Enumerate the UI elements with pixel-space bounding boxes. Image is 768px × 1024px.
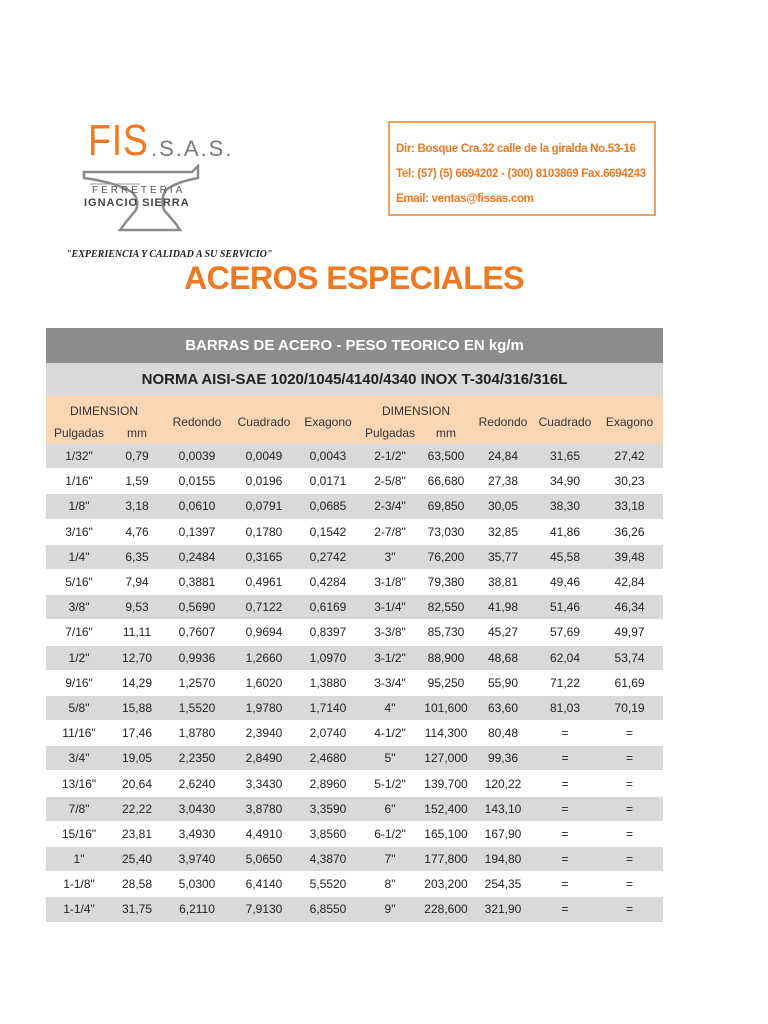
cell-mm-right: 82,550 (420, 595, 472, 620)
cell-cuadrado-left: 1,2660 (232, 645, 296, 670)
cell-mm-right: 79,380 (420, 569, 472, 594)
cell-pulgadas-left: 3/4" (46, 746, 112, 771)
logo-sas-text: .S.A.S. (151, 136, 234, 161)
logo-line1-text: FERRETERIA (92, 185, 186, 196)
cell-exagono-right: = (596, 771, 663, 796)
cell-cuadrado-right: 81,03 (534, 695, 596, 720)
cell-exagono-left: 2,8960 (296, 771, 360, 796)
cell-pulgadas-right: 3-3/8" (360, 620, 420, 645)
table-row (46, 746, 663, 771)
cell-mm-left: 7,94 (112, 569, 162, 594)
cell-exagono-left: 0,1542 (296, 519, 360, 544)
cell-redondo-right: 55,90 (472, 670, 534, 695)
cell-pulgadas-left: 1/8" (46, 494, 112, 519)
cell-exagono-left: 0,2742 (296, 544, 360, 569)
cell-exagono-right: 30,23 (596, 469, 663, 494)
logo-fis-text: FIS (88, 116, 149, 165)
slogan: "EXPERIENCIA Y CALIDAD A SU SERVICIO" (66, 249, 273, 260)
cell-exagono-left: 4,3870 (296, 847, 360, 872)
cell-redondo-left: 6,2110 (162, 897, 232, 922)
cell-cuadrado-left: 5,0650 (232, 847, 296, 872)
cell-cuadrado-left: 0,0049 (232, 444, 296, 469)
cell-redondo-left: 3,4930 (162, 821, 232, 846)
contact-phone: Tel: (57) (5) 6694202 - (300) 8103869 Fax.6694243 (396, 168, 646, 180)
table-header-main: BARRAS DE ACERO - PESO TEORICO EN kg/m (46, 328, 663, 363)
cell-pulgadas-right: 2-1/2" (360, 444, 420, 469)
cell-redondo-left: 0,0610 (162, 494, 232, 519)
cell-cuadrado-right: = (534, 746, 596, 771)
cell-redondo-right: 48,68 (472, 645, 534, 670)
cell-cuadrado-right: = (534, 796, 596, 821)
cell-redondo-left: 1,5520 (162, 695, 232, 720)
cell-exagono-left: 1,0970 (296, 645, 360, 670)
cell-mm-right: 73,030 (420, 519, 472, 544)
cell-exagono-left: 1,3880 (296, 670, 360, 695)
cell-pulgadas-right: 2-7/8" (360, 519, 420, 544)
cell-mm-right: 66,680 (420, 469, 472, 494)
cell-mm-right: 165,100 (420, 821, 472, 846)
cell-cuadrado-right: 34,90 (534, 469, 596, 494)
cell-pulgadas-left: 5/16" (46, 569, 112, 594)
cell-exagono-right: 36,26 (596, 519, 663, 544)
cell-mm-right: 127,000 (420, 746, 472, 771)
table-row (46, 645, 663, 670)
cell-pulgadas-right: 3-1/4" (360, 595, 420, 620)
col-mm-right: mm (420, 422, 472, 444)
cell-exagono-right: = (596, 746, 663, 771)
cell-exagono-left: 0,0171 (296, 469, 360, 494)
cell-cuadrado-right: = (534, 821, 596, 846)
cell-mm-left: 3,18 (112, 494, 162, 519)
cell-redondo-right: 80,48 (472, 721, 534, 746)
cell-redondo-left: 2,6240 (162, 771, 232, 796)
cell-exagono-right: = (596, 821, 663, 846)
col-dimension-left: DIMENSION (46, 396, 162, 422)
cell-exagono-right: = (596, 796, 663, 821)
cell-cuadrado-left: 1,9780 (232, 695, 296, 720)
col-redondo-left: Redondo (162, 396, 232, 444)
cell-exagono-right: 61,69 (596, 670, 663, 695)
cell-redondo-left: 0,9936 (162, 645, 232, 670)
cell-pulgadas-left: 1/32" (46, 444, 112, 469)
cell-exagono-right: = (596, 721, 663, 746)
cell-pulgadas-right: 2-3/4" (360, 494, 420, 519)
cell-mm-left: 28,58 (112, 872, 162, 897)
table-header-norma: NORMA AISI-SAE 1020/1045/4140/4340 INOX T-304/316/316L (46, 363, 663, 396)
cell-redondo-right: 120,22 (472, 771, 534, 796)
cell-redondo-right: 194,80 (472, 847, 534, 872)
table-row (46, 569, 663, 594)
cell-redondo-left: 0,7607 (162, 620, 232, 645)
table-row (46, 595, 663, 620)
cell-mm-right: 69,850 (420, 494, 472, 519)
cell-pulgadas-left: 5/8" (46, 695, 112, 720)
cell-redondo-left: 1,8780 (162, 721, 232, 746)
cell-redondo-left: 0,0155 (162, 469, 232, 494)
cell-exagono-left: 5,5520 (296, 872, 360, 897)
cell-cuadrado-left: 1,6020 (232, 670, 296, 695)
cell-redondo-left: 3,0430 (162, 796, 232, 821)
cell-mm-left: 25,40 (112, 847, 162, 872)
cell-mm-left: 1,59 (112, 469, 162, 494)
cell-cuadrado-left: 0,7122 (232, 595, 296, 620)
cell-redondo-right: 167,90 (472, 821, 534, 846)
table-row (46, 544, 663, 569)
col-pulgadas-left: Pulgadas (46, 422, 112, 444)
cell-redondo-right: 27,38 (472, 469, 534, 494)
cell-exagono-right: 42,84 (596, 569, 663, 594)
cell-redondo-left: 3,9740 (162, 847, 232, 872)
cell-mm-left: 23,81 (112, 821, 162, 846)
cell-exagono-right: 70,19 (596, 695, 663, 720)
cell-mm-left: 9,53 (112, 595, 162, 620)
cell-cuadrado-left: 0,4961 (232, 569, 296, 594)
cell-mm-left: 4,76 (112, 519, 162, 544)
cell-exagono-right: 33,18 (596, 494, 663, 519)
cell-mm-left: 6,35 (112, 544, 162, 569)
cell-pulgadas-right: 8" (360, 872, 420, 897)
cell-cuadrado-right: 45,58 (534, 544, 596, 569)
cell-pulgadas-left: 15/16" (46, 821, 112, 846)
cell-redondo-right: 30,05 (472, 494, 534, 519)
cell-exagono-right: 39,48 (596, 544, 663, 569)
cell-mm-left: 17,46 (112, 721, 162, 746)
cell-pulgadas-right: 4-1/2" (360, 721, 420, 746)
cell-cuadrado-left: 0,9694 (232, 620, 296, 645)
cell-exagono-right: 27,42 (596, 444, 663, 469)
cell-pulgadas-right: 6-1/2" (360, 821, 420, 846)
cell-cuadrado-right: 41,86 (534, 519, 596, 544)
cell-exagono-left: 1,7140 (296, 695, 360, 720)
col-dimension-right: DIMENSION (360, 396, 472, 422)
cell-redondo-right: 254,35 (472, 872, 534, 897)
cell-mm-right: 85,730 (420, 620, 472, 645)
cell-exagono-right: = (596, 872, 663, 897)
table-row (46, 796, 663, 821)
cell-cuadrado-right: 62,04 (534, 645, 596, 670)
cell-mm-right: 63,500 (420, 444, 472, 469)
table-row (46, 670, 663, 695)
cell-pulgadas-left: 1" (46, 847, 112, 872)
cell-pulgadas-left: 13/16" (46, 771, 112, 796)
cell-exagono-right: 53,74 (596, 645, 663, 670)
cell-pulgadas-left: 7/8" (46, 796, 112, 821)
table-row (46, 494, 663, 519)
cell-cuadrado-left: 0,1780 (232, 519, 296, 544)
cell-pulgadas-right: 6" (360, 796, 420, 821)
table-row (46, 847, 663, 872)
table-row (46, 695, 663, 720)
cell-pulgadas-right: 3" (360, 544, 420, 569)
cell-cuadrado-left: 2,3940 (232, 721, 296, 746)
col-exagono-right: Exagono (596, 396, 663, 444)
cell-cuadrado-left: 6,4140 (232, 872, 296, 897)
table-row (46, 469, 663, 494)
cell-cuadrado-right: = (534, 771, 596, 796)
cell-mm-right: 152,400 (420, 796, 472, 821)
table-row (46, 721, 663, 746)
cell-mm-left: 20,64 (112, 771, 162, 796)
cell-redondo-right: 41,98 (472, 595, 534, 620)
cell-pulgadas-right: 5" (360, 746, 420, 771)
table-row (46, 620, 663, 645)
cell-exagono-right: 46,34 (596, 595, 663, 620)
cell-redondo-right: 35,77 (472, 544, 534, 569)
col-redondo-right: Redondo (472, 396, 534, 444)
cell-mm-right: 114,300 (420, 721, 472, 746)
cell-exagono-left: 0,4284 (296, 569, 360, 594)
cell-exagono-right: = (596, 847, 663, 872)
cell-redondo-right: 321,90 (472, 897, 534, 922)
cell-pulgadas-right: 3-1/8" (360, 569, 420, 594)
col-cuadrado-right: Cuadrado (534, 396, 596, 444)
cell-pulgadas-left: 9/16" (46, 670, 112, 695)
cell-cuadrado-left: 3,3430 (232, 771, 296, 796)
cell-cuadrado-right: = (534, 721, 596, 746)
cell-cuadrado-right: = (534, 872, 596, 897)
cell-cuadrado-left: 0,0791 (232, 494, 296, 519)
cell-cuadrado-left: 2,8490 (232, 746, 296, 771)
cell-mm-left: 14,29 (112, 670, 162, 695)
cell-exagono-left: 6,8550 (296, 897, 360, 922)
cell-cuadrado-right: = (534, 847, 596, 872)
cell-pulgadas-left: 1/4" (46, 544, 112, 569)
cell-cuadrado-left: 7,9130 (232, 897, 296, 922)
cell-redondo-left: 1,2570 (162, 670, 232, 695)
page-title: ACEROS ESPECIALES (183, 260, 524, 296)
contact-box (388, 121, 656, 216)
table-row (46, 444, 663, 469)
cell-exagono-left: 3,8560 (296, 821, 360, 846)
table-row (46, 771, 663, 796)
cell-redondo-left: 0,5690 (162, 595, 232, 620)
cell-pulgadas-left: 11/16" (46, 721, 112, 746)
cell-cuadrado-right: 31,65 (534, 444, 596, 469)
cell-cuadrado-left: 0,0196 (232, 469, 296, 494)
col-cuadrado-left: Cuadrado (232, 396, 296, 444)
cell-mm-left: 12,70 (112, 645, 162, 670)
cell-pulgadas-right: 4" (360, 695, 420, 720)
table-body (46, 444, 663, 922)
cell-pulgadas-right: 3-1/2" (360, 645, 420, 670)
cell-cuadrado-left: 4,4910 (232, 821, 296, 846)
cell-exagono-left: 2,4680 (296, 746, 360, 771)
cell-cuadrado-right: 57,69 (534, 620, 596, 645)
cell-redondo-right: 24,84 (472, 444, 534, 469)
cell-mm-left: 0,79 (112, 444, 162, 469)
cell-pulgadas-left: 1-1/4" (46, 897, 112, 922)
cell-mm-left: 19,05 (112, 746, 162, 771)
cell-redondo-right: 143,10 (472, 796, 534, 821)
cell-redondo-left: 5,0300 (162, 872, 232, 897)
cell-cuadrado-right: = (534, 897, 596, 922)
cell-pulgadas-right: 3-3/4" (360, 670, 420, 695)
cell-redondo-left: 0,3881 (162, 569, 232, 594)
cell-mm-right: 228,600 (420, 897, 472, 922)
cell-redondo-right: 45,27 (472, 620, 534, 645)
cell-redondo-left: 0,1397 (162, 519, 232, 544)
cell-exagono-left: 0,0043 (296, 444, 360, 469)
cell-exagono-left: 0,8397 (296, 620, 360, 645)
cell-mm-right: 139,700 (420, 771, 472, 796)
contact-address: Dir: Bosque Cra.32 calle de la giralda No.53-16 (396, 143, 636, 155)
cell-mm-right: 76,200 (420, 544, 472, 569)
company-logo (56, 112, 246, 262)
cell-redondo-left: 0,2484 (162, 544, 232, 569)
cell-pulgadas-left: 3/8" (46, 595, 112, 620)
table-row (46, 519, 663, 544)
cell-mm-right: 177,800 (420, 847, 472, 872)
cell-cuadrado-left: 3,8780 (232, 796, 296, 821)
table-row (46, 897, 663, 922)
table-row (46, 821, 663, 846)
col-mm-left: mm (112, 422, 162, 444)
cell-cuadrado-left: 0,3165 (232, 544, 296, 569)
table-row (46, 872, 663, 897)
cell-cuadrado-right: 38,30 (534, 494, 596, 519)
cell-pulgadas-left: 1/2" (46, 645, 112, 670)
cell-cuadrado-right: 51,46 (534, 595, 596, 620)
cell-pulgadas-right: 9" (360, 897, 420, 922)
col-pulgadas-right: Pulgadas (360, 422, 420, 444)
cell-redondo-right: 63,60 (472, 695, 534, 720)
cell-mm-right: 88,900 (420, 645, 472, 670)
cell-mm-right: 203,200 (420, 872, 472, 897)
col-exagono-left: Exagono (296, 396, 360, 444)
cell-pulgadas-left: 3/16" (46, 519, 112, 544)
cell-pulgadas-right: 7" (360, 847, 420, 872)
cell-redondo-left: 0,0039 (162, 444, 232, 469)
cell-exagono-left: 0,0685 (296, 494, 360, 519)
cell-mm-left: 11,11 (112, 620, 162, 645)
cell-pulgadas-left: 1/16" (46, 469, 112, 494)
cell-mm-left: 31,75 (112, 897, 162, 922)
cell-mm-left: 15,88 (112, 695, 162, 720)
logo-line2-text: IGNACIO SIERRA (84, 197, 190, 209)
cell-pulgadas-left: 1-1/8" (46, 872, 112, 897)
cell-exagono-left: 0,6169 (296, 595, 360, 620)
cell-cuadrado-right: 71,22 (534, 670, 596, 695)
cell-redondo-left: 2,2350 (162, 746, 232, 771)
cell-mm-right: 95,250 (420, 670, 472, 695)
cell-exagono-right: = (596, 897, 663, 922)
cell-mm-left: 22,22 (112, 796, 162, 821)
cell-exagono-left: 3,3590 (296, 796, 360, 821)
cell-exagono-right: 49,97 (596, 620, 663, 645)
cell-redondo-right: 99,36 (472, 746, 534, 771)
cell-exagono-left: 2,0740 (296, 721, 360, 746)
cell-pulgadas-right: 2-5/8" (360, 469, 420, 494)
cell-redondo-right: 38,81 (472, 569, 534, 594)
cell-cuadrado-right: 49,46 (534, 569, 596, 594)
steel-bars-table (46, 328, 663, 923)
cell-pulgadas-right: 5-1/2" (360, 771, 420, 796)
contact-email: Email: ventas@fissas.com (396, 193, 534, 205)
cell-mm-right: 101,600 (420, 695, 472, 720)
cell-redondo-right: 32,85 (472, 519, 534, 544)
cell-pulgadas-left: 7/16" (46, 620, 112, 645)
